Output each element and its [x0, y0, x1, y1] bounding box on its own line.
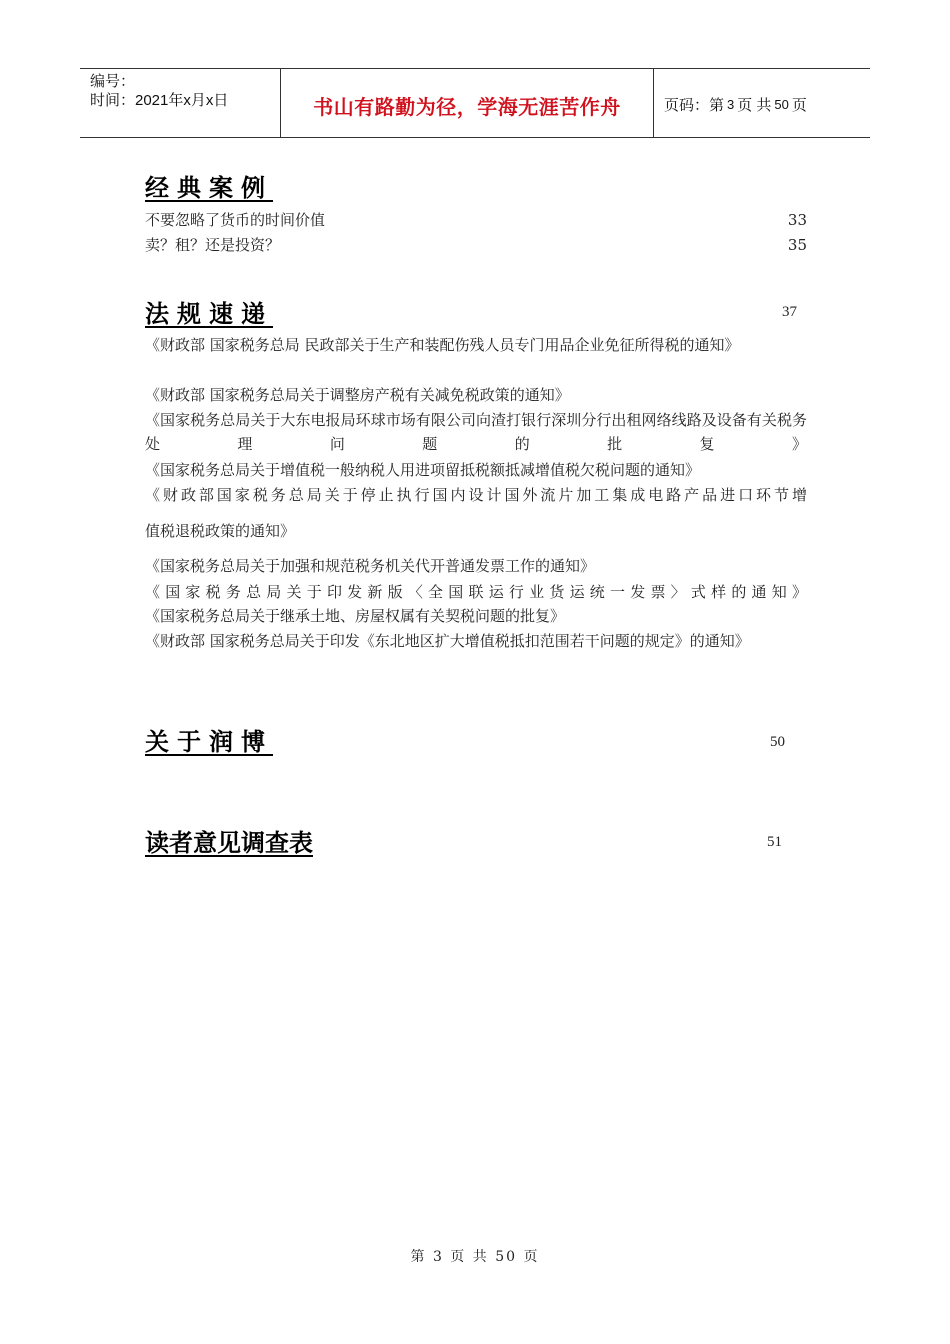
regulation-item-text: 《国家税务总局关于增值税一般纳税人用进项留抵税额抵减增值税欠税问题的通知》 [145, 461, 701, 479]
header-page-cell [654, 69, 870, 137]
regulation-item[interactable] [145, 408, 807, 456]
regulation-item[interactable] [145, 519, 807, 543]
regulation-item[interactable] [145, 554, 807, 578]
section-page-regulations: 37 [782, 304, 797, 320]
regulation-item-text: 《国家税务总局关于加强和规范税务机关代开普通发票工作的通知》 [145, 557, 596, 575]
regulation-item[interactable] [145, 629, 807, 653]
regulation-item-text: 《财政部 国家税务总局 民政部关于生产和装配伤残人员专门用品企业免征所得税的通知》 [145, 336, 740, 354]
section-title-about: 关于润博 [145, 728, 273, 756]
document-header [80, 68, 870, 138]
regulation-item-text: 《财政部 国家税务总局关于印发《东北地区扩大增值税抵扣范围若干问题的规定》的通知》 [145, 632, 750, 650]
section-title-classic-cases: 经典案例 [145, 174, 273, 202]
page-total: 50 [774, 96, 789, 112]
regulation-item[interactable] [145, 383, 807, 407]
header-motto-cell [281, 69, 654, 137]
page-prefix: 页码：第 [664, 96, 725, 114]
section-page-about: 50 [770, 734, 785, 750]
toc-item-title: 卖？租？还是投资？ [145, 236, 281, 254]
toc-item-page: 35 [787, 236, 807, 254]
regulation-item[interactable] [145, 333, 807, 357]
code-label: 编号： [90, 73, 136, 90]
regulation-item-text: 《国家税务总局关于继承土地、房屋权属有关契税问题的批复》 [145, 607, 566, 625]
regulation-item-text: 《财政部 国家税务总局关于调整房产税有关减免税政策的通知》 [145, 386, 570, 404]
regulation-item[interactable] [145, 580, 807, 604]
regulation-item-text: 《国家税务总局关于印发新版〈全国联运行业货运统一发票〉式样的通知》 [145, 583, 807, 601]
section-title-regulations: 法规速递 [145, 300, 273, 328]
page-footer: 第 3 页 共 50 页 [410, 1249, 540, 1265]
toc-item-title: 不要忽略了货币的时间价值 [145, 211, 326, 229]
page-mid: 页 共 [737, 96, 772, 114]
section-title-survey: 读者意见调查表 [145, 829, 313, 857]
regulation-item[interactable] [145, 604, 807, 628]
regulation-item[interactable] [145, 483, 807, 507]
toc-item[interactable] [145, 233, 807, 257]
regulation-item-text: 值税退税政策的通知》 [145, 522, 296, 540]
time-label: 时间：2021年x月x日 [90, 92, 229, 109]
motto: 书山有路勤为径，学海无涯苦作舟 [313, 94, 621, 119]
page-suffix: 页 [791, 96, 807, 114]
toc-item-page: 33 [787, 211, 807, 229]
page-current: 3 [727, 96, 735, 112]
toc-item[interactable] [145, 208, 807, 232]
regulation-item-text: 《财政部国家税务总局关于停止执行国内设计国外流片加工集成电路产品进口环节增 [145, 486, 807, 504]
regulation-item-text: 《国家税务总局关于大东电报局环球市场有限公司向渣打银行深圳分行出租网络线路及设备有关税务处理问题的批复》 [145, 411, 807, 453]
header-meta-cell [80, 69, 281, 137]
section-page-survey: 51 [767, 834, 782, 850]
regulation-item[interactable] [145, 458, 807, 482]
